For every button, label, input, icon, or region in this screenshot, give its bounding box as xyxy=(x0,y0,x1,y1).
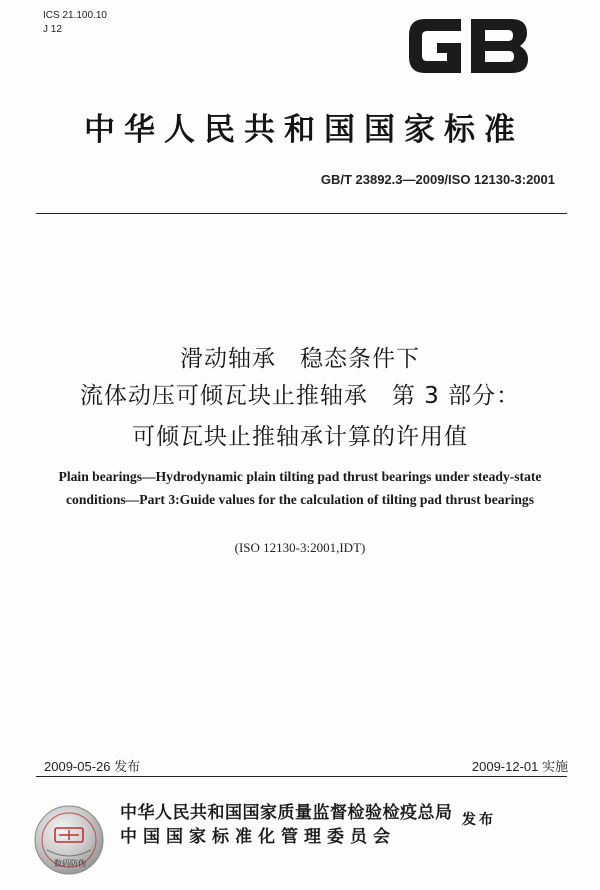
standard-number: GB/T 23892.3—2009/ISO 12130-3:2001 xyxy=(320,172,555,187)
chinese-title-line-2: 流体动压可倾瓦块止推轴承 第 3 部分： xyxy=(79,383,521,409)
implementation-date: 2009-12-01 实施 xyxy=(471,759,568,774)
english-title-line-1: Plain bearings—Hydrodynamic plain tilting pad thrust bearings under steady-state xyxy=(58,469,542,484)
ics-code: ICS 21.100.10 xyxy=(43,10,107,21)
chinese-title-line-3: 可倾瓦块止推轴承计算的许用值 xyxy=(132,424,468,450)
bottom-divider xyxy=(36,776,567,777)
classification-code: J 12 xyxy=(43,24,62,35)
top-divider xyxy=(36,213,567,214)
iso-equivalence: (ISO 12130-3:2001,IDT) xyxy=(234,540,366,555)
english-title-line-2: conditions—Part 3:Guide values for the calculation of tilting pad thrust bearings xyxy=(66,492,534,507)
chinese-title-line-1: 滑动轴承 稳态条件下 xyxy=(180,346,420,372)
gb-logo xyxy=(405,13,533,79)
standard-title: 中华人民共和国国家标准 xyxy=(84,112,524,148)
issuer-line-2: 中国国家标准化管理委员会 xyxy=(120,827,396,847)
publish-label: 发布 xyxy=(462,812,496,828)
seal-label: 数码防伪 xyxy=(54,859,86,868)
issue-date: 2009-05-26 发布 xyxy=(44,759,141,774)
issuer-line-1: 中华人民共和国国家质量监督检验检疫总局 xyxy=(120,803,453,823)
